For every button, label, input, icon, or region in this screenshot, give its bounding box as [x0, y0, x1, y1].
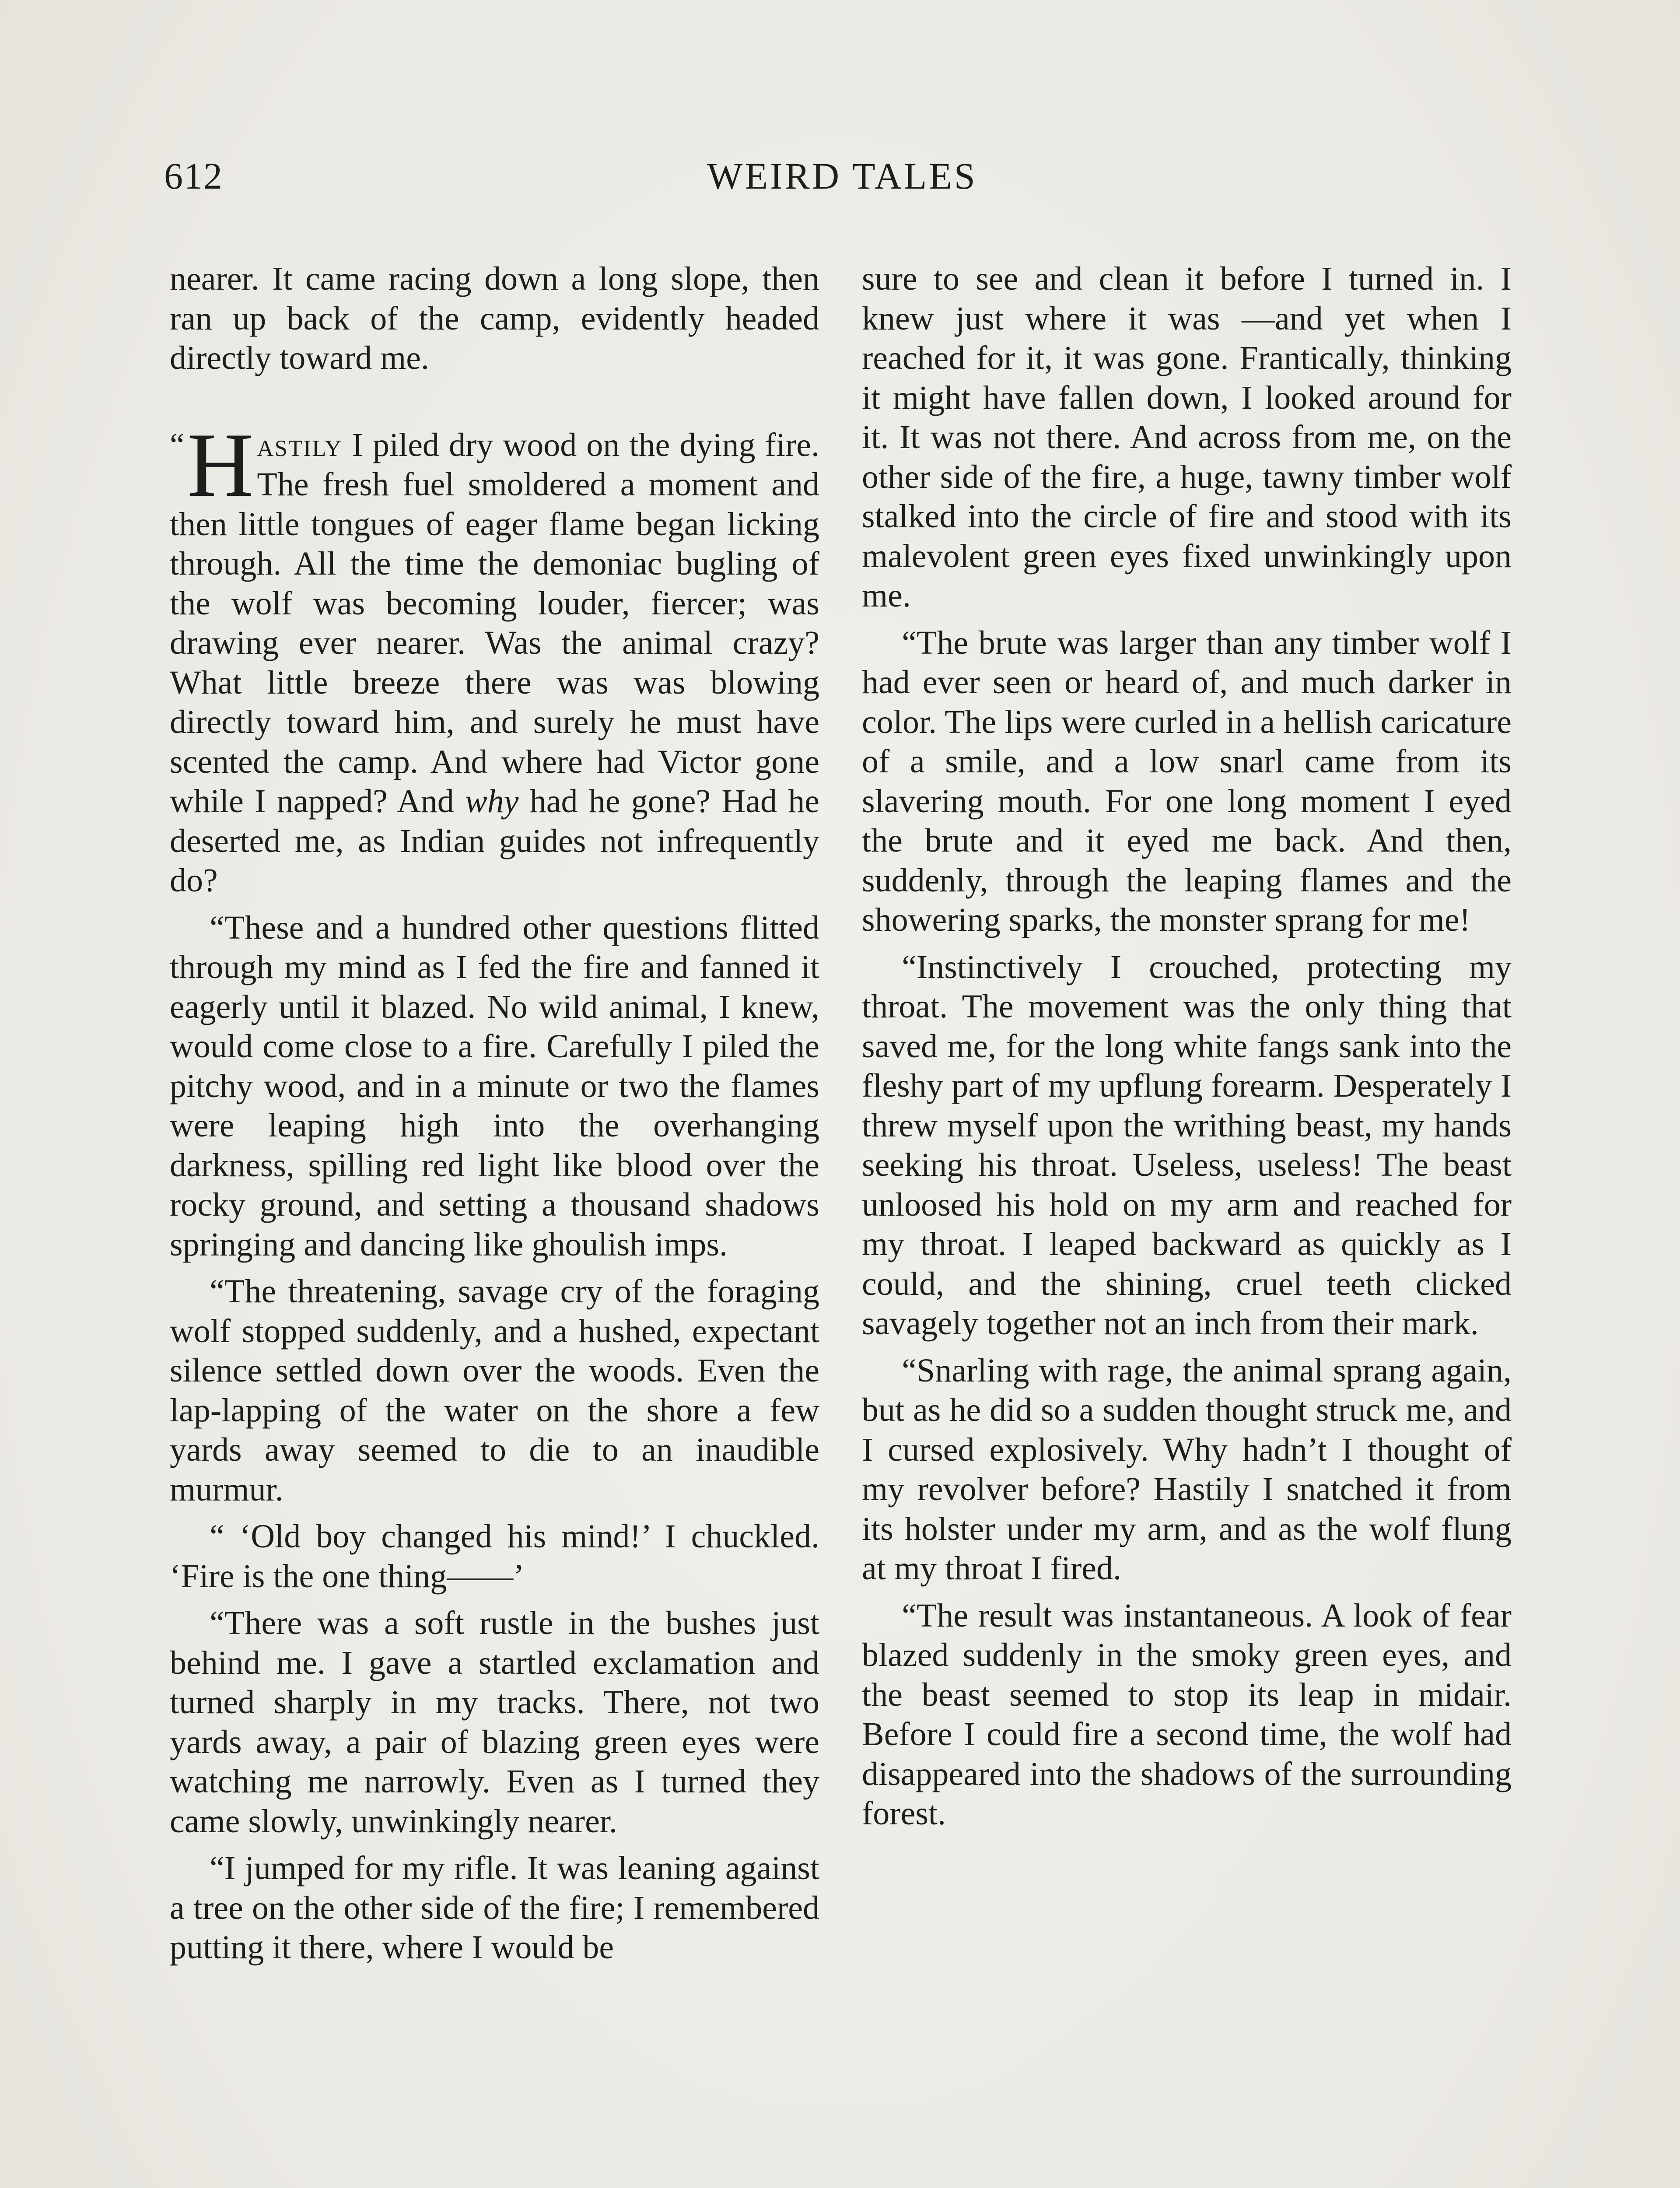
paragraph-dropcap [170, 414, 820, 901]
page-number: 612 [164, 155, 223, 197]
left-column [170, 259, 819, 1967]
paragraph: “The threatening, savage cry of the foraging wolf stopped suddenly, and a hushed, expectant silence settled down over the woods. Even the lap-lapping of the water on the shore a few yards away seemed to die to an inaudible murmur. [170, 1273, 819, 1508]
paragraph: “The result was instantaneous. A look of fear blazed suddenly in the smoky green eyes, and the beast seemed to stop its leap in midair. Before I could fire a second time, the wolf had disappeared into the shadows of the surrounding forest. [862, 1597, 1512, 1832]
paragraph: “Snarling with rage, the animal sprang again, but as he did so a sudden thought struck me, and I cursed explosively. Why hadn’t I thought of my revolver before? Hastily I snatched it from its holster under my arm, and as the wolf flung at my throat I fired. [862, 1352, 1512, 1587]
paragraph: “Instinctively I crouched, protecting my throat. The movement was the only thing that saved me, for the long white fangs sank into the fleshy part of my upflung forearm. Desperately I threw myself upon the writhing beast, my hands seeking his throat. Useless, useless! The beast unloosed his hold on my arm and reached for my throat. I leaped backward as quickly as I could, and the shining, cruel teeth clicked savagely together not an inch from their mark. [862, 948, 1512, 1342]
paragraph: nearer. It came racing down a long slope, then ran up back of the camp, evidently headed directly toward me. [170, 260, 819, 376]
running-head: WEIRD TALES [707, 155, 977, 197]
paragraph: “These and a hundred other questions flitted through my mind as I fed the fire and fanned it eagerly until it blazed. No wild animal, I knew, would come close to a fire. Carefully I piled the pitchy wood, and in a minute or two the flames were leaping high into the overhanging darkness, spilling red light like blood over the rocky ground, and setting a thousand shadows springing and dancing like ghoulish imps. [170, 909, 819, 1263]
paragraph-text-end: had he gone? Had he deserted me, as Indian guides not infrequently do? [170, 783, 820, 899]
paragraph-text: I piled dry wood on the dying fire. The fresh fuel smoldered a moment and then little tongues of eager flame began licking through. All the time the demoniac bugling of the wolf was becoming louder, fiercer; was drawing ever nearer. Was the animal crazy? What little breeze there was was blowing directly toward him, and surely he must have scented the camp. And where had Victor gone while I napped? And [170, 426, 819, 820]
paragraph: “There was a soft rustle in the bushes just behind me. I gave a startled exclamation and turned sharply in my tracks. There, not two yards away, a pair of blazing green eyes were watching me narrowly. Even as I turned they came slowly, unwinkingly nearer. [170, 1605, 819, 1840]
opening-quote: “ [170, 426, 185, 463]
paragraph: sure to see and clean it before I turned in. I knew just where it was —and yet when I reached for it, it was gone. Frantically, thinking it might have fallen down, I looked around for it. It was not there. And across from me, on the other side of the fire, a huge, tawny timber wolf stalked into the circle of fire and stood with its malevolent green eyes fixed unwinkingly upon me. [862, 260, 1512, 614]
paragraph: “The brute was larger than any timber wolf I had ever seen or heard of, and much darker in color. The lips were curled in a hellish caricature of a smile, and a low snarl came from its slavering mouth. For one long moment I eyed the brute and it eyed me back. And then, suddenly, through the leaping flames and the showering sparks, the monster sprang for me! [862, 624, 1512, 938]
paragraph: “ ‘Old boy changed his mind!’ I chuckled. ‘Fire is the one thing——’ [170, 1518, 819, 1595]
small-caps-word: astily [257, 426, 343, 463]
italic-word: why [465, 783, 519, 820]
drop-cap: H [187, 414, 254, 516]
right-column [862, 259, 1512, 1834]
page-header [164, 154, 1520, 202]
paragraph: “I jumped for my rifle. It was leaning against a tree on the other side of the fire; I remembered putting it there, where I would be [170, 1850, 819, 1966]
